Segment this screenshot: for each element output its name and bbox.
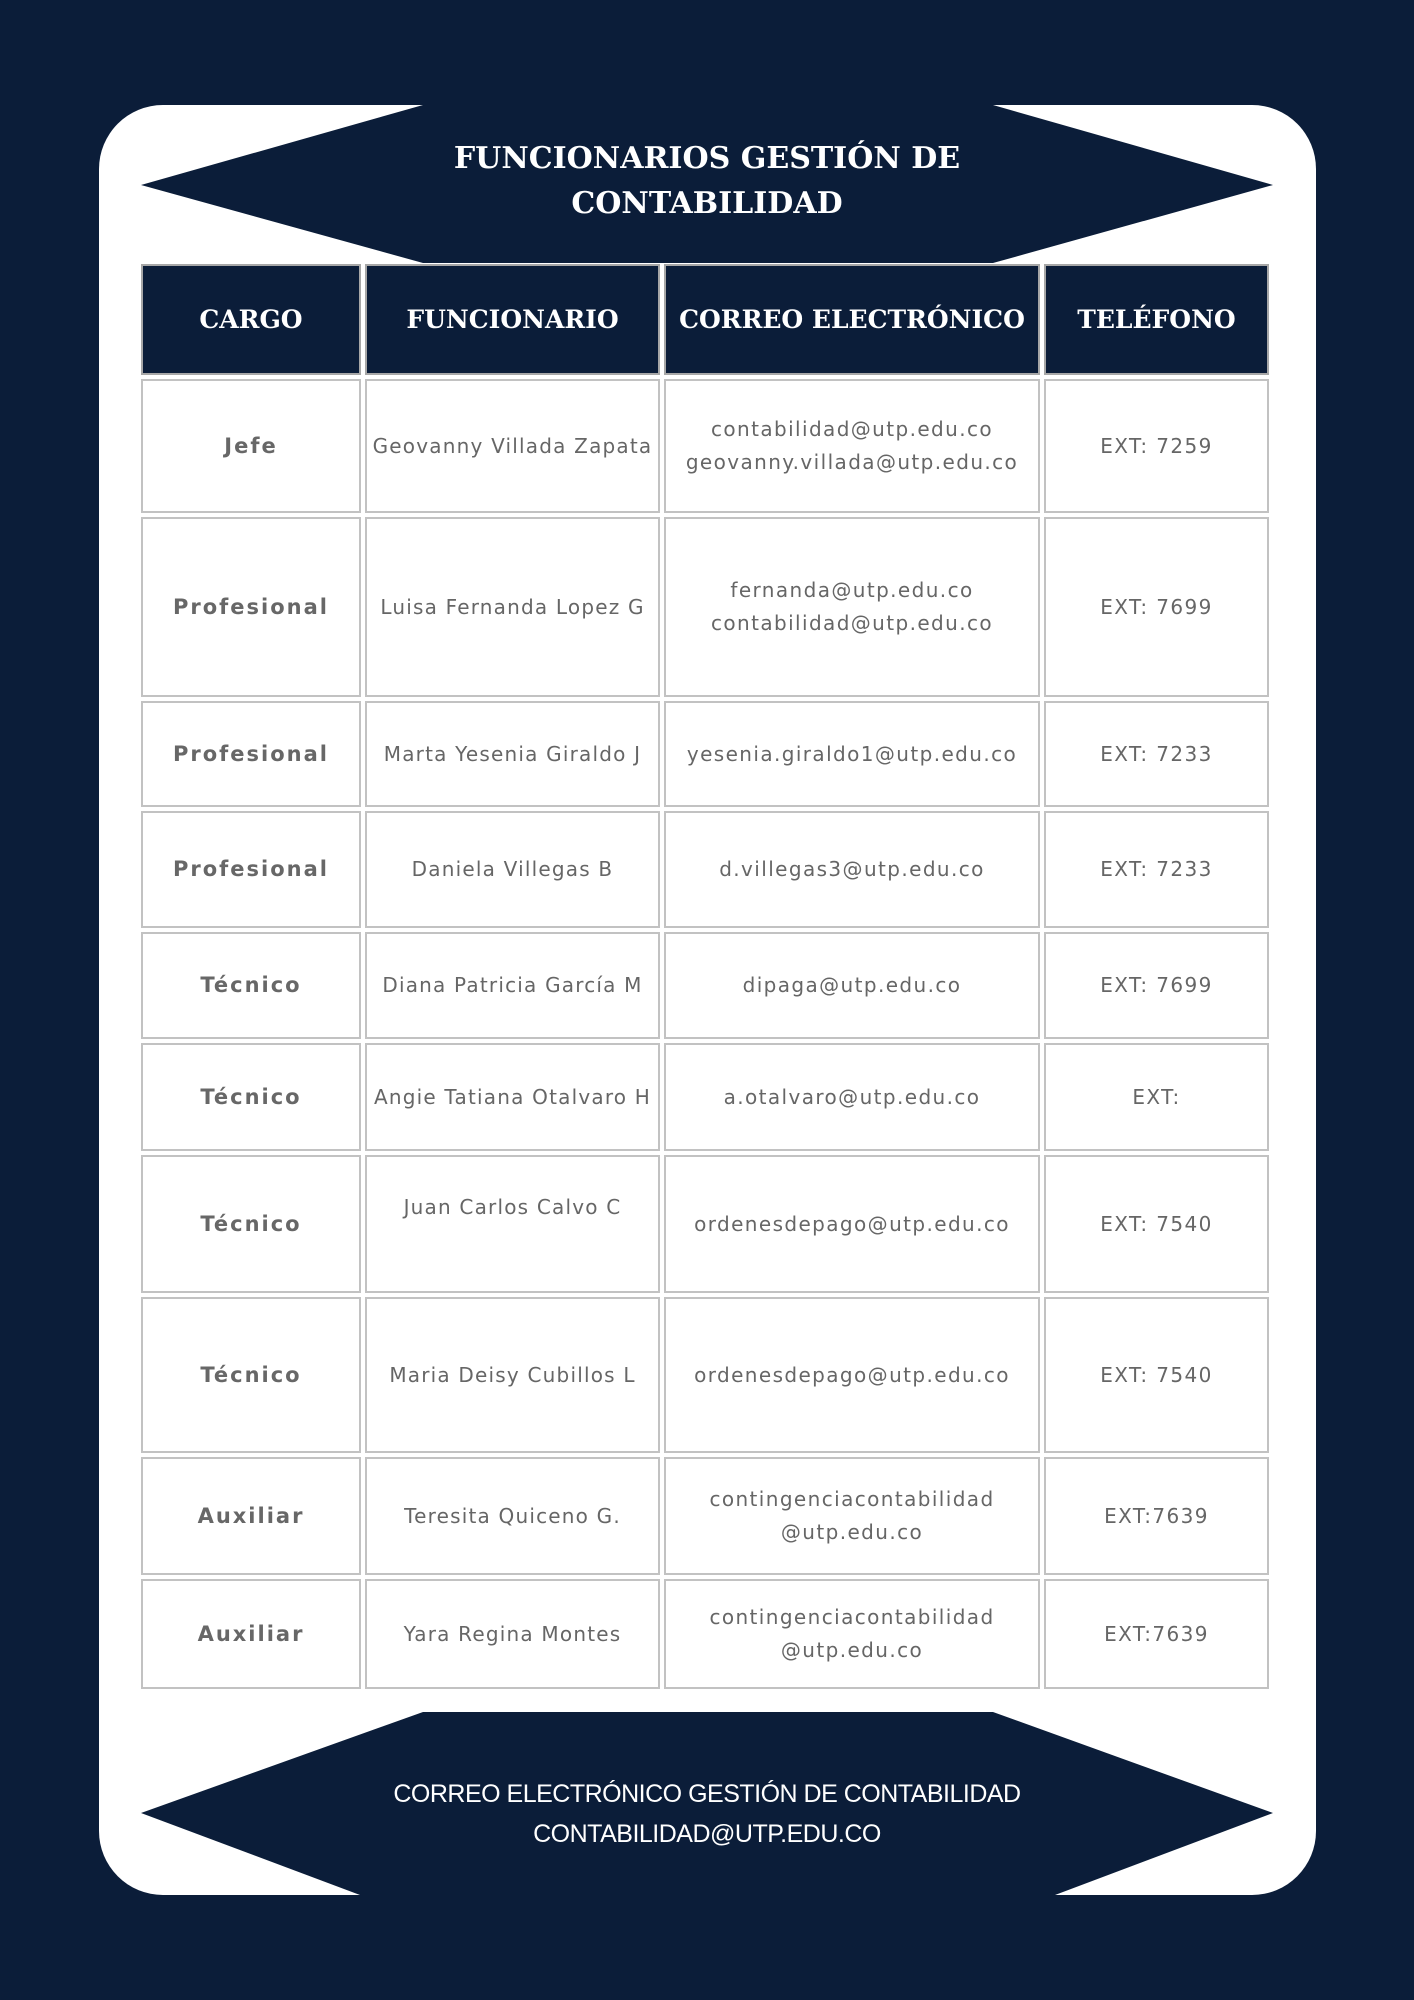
cell-funcionario: Luisa Fernanda Lopez G: [365, 517, 660, 697]
column-header-telefono: TELÉFONO: [1044, 264, 1269, 375]
cell-funcionario: Marta Yesenia Giraldo J: [365, 701, 660, 807]
cell-funcionario: Geovanny Villada Zapata: [365, 379, 660, 513]
table-row: [141, 701, 1269, 807]
email-line-1[interactable]: fernanda@utp.edu.co: [730, 578, 974, 602]
cell-cargo: Jefe: [141, 379, 361, 513]
email-line-2[interactable]: contabilidad@utp.edu.co: [710, 611, 994, 635]
cell-correo: [664, 932, 1040, 1039]
cell-funcionario: Diana Patricia García M: [365, 932, 660, 1039]
staff-directory-table: [137, 260, 1273, 1693]
table-row: [141, 932, 1269, 1039]
cell-telefono: EXT:: [1044, 1043, 1269, 1151]
cell-telefono: EXT: 7540: [1044, 1297, 1269, 1453]
cell-correo: [664, 1457, 1040, 1575]
cell-correo: [664, 1297, 1040, 1453]
email-line-1[interactable]: contingenciacontabilidad: [709, 1605, 995, 1629]
cell-telefono: EXT: 7699: [1044, 932, 1269, 1039]
email-line-1[interactable]: yesenia.giraldo1@utp.edu.co: [686, 741, 1018, 766]
cell-cargo: Técnico: [141, 1043, 361, 1151]
column-header-correo: CORREO ELECTRÓNICO: [664, 264, 1040, 375]
cell-funcionario: Yara Regina Montes: [365, 1579, 660, 1689]
cell-telefono: EXT: 7259: [1044, 379, 1269, 513]
cell-telefono: EXT: 7233: [1044, 811, 1269, 928]
table-row: [141, 1297, 1269, 1453]
cell-correo: [664, 701, 1040, 807]
footer-contact: [260, 1774, 1154, 1854]
email-line-1[interactable]: d.villegas3@utp.edu.co: [719, 857, 985, 881]
footer-email[interactable]: CONTABILIDAD@UTP.EDU.CO: [533, 1820, 881, 1848]
table-row: [141, 379, 1269, 513]
table-row: [141, 1155, 1269, 1293]
cell-funcionario: Maria Deisy Cubillos L: [365, 1297, 660, 1453]
cell-correo: [664, 1579, 1040, 1689]
table-row: [141, 1043, 1269, 1151]
page-title: [300, 136, 1114, 226]
email-line-2[interactable]: geovanny.villada@utp.edu.co: [685, 450, 1019, 474]
cell-cargo: Profesional: [141, 701, 361, 807]
cell-cargo: Técnico: [141, 932, 361, 1039]
cell-telefono: EXT:7639: [1044, 1457, 1269, 1575]
cell-correo: [664, 379, 1040, 513]
cell-cargo: Profesional: [141, 811, 361, 928]
email-line-1[interactable]: ordenesdepago@utp.edu.co: [694, 1362, 1010, 1387]
cell-cargo: Auxiliar: [141, 1579, 361, 1689]
column-header-funcionario: FUNCIONARIO: [365, 264, 660, 375]
email-line-1[interactable]: ordenesdepago@utp.edu.co: [694, 1211, 1010, 1236]
table-row: [141, 517, 1269, 697]
cell-funcionario: Daniela Villegas B: [365, 811, 660, 928]
cell-telefono: EXT:7639: [1044, 1579, 1269, 1689]
cell-cargo: Técnico: [141, 1155, 361, 1293]
email-line-1[interactable]: contabilidad@utp.edu.co: [710, 417, 994, 441]
cell-funcionario: Teresita Quiceno G.: [365, 1457, 660, 1575]
cell-correo: [664, 517, 1040, 697]
table-row: [141, 811, 1269, 928]
page-title-line-1: FUNCIONARIOS GESTIÓN DE: [453, 141, 961, 176]
email-line-1[interactable]: contingenciacontabilidad: [709, 1487, 995, 1511]
footer-line-1: CORREO ELECTRÓNICO GESTIÓN DE CONTABILIDAD: [393, 1780, 1021, 1808]
email-line-1[interactable]: a.otalvaro@utp.edu.co: [723, 1084, 981, 1109]
table-header-row: [141, 264, 1269, 375]
cell-cargo: Auxiliar: [141, 1457, 361, 1575]
table-row: [141, 1579, 1269, 1689]
column-header-cargo: CARGO: [141, 264, 361, 375]
cell-correo: [664, 1043, 1040, 1151]
cell-correo: [664, 811, 1040, 928]
cell-funcionario: Angie Tatiana Otalvaro H: [365, 1043, 660, 1151]
cell-telefono: EXT: 7540: [1044, 1155, 1269, 1293]
cell-funcionario: Juan Carlos Calvo C: [365, 1155, 660, 1293]
cell-cargo: Técnico: [141, 1297, 361, 1453]
cell-telefono: EXT: 7699: [1044, 517, 1269, 697]
cell-correo: [664, 1155, 1040, 1293]
email-line-2[interactable]: @utp.edu.co: [780, 1520, 924, 1544]
email-line-2[interactable]: @utp.edu.co: [780, 1638, 924, 1662]
page-title-line-2: CONTABILIDAD: [571, 186, 843, 221]
cell-telefono: EXT: 7233: [1044, 701, 1269, 807]
email-line-1[interactable]: dipaga@utp.edu.co: [742, 973, 962, 997]
cell-cargo: Profesional: [141, 517, 361, 697]
table-row: [141, 1457, 1269, 1575]
